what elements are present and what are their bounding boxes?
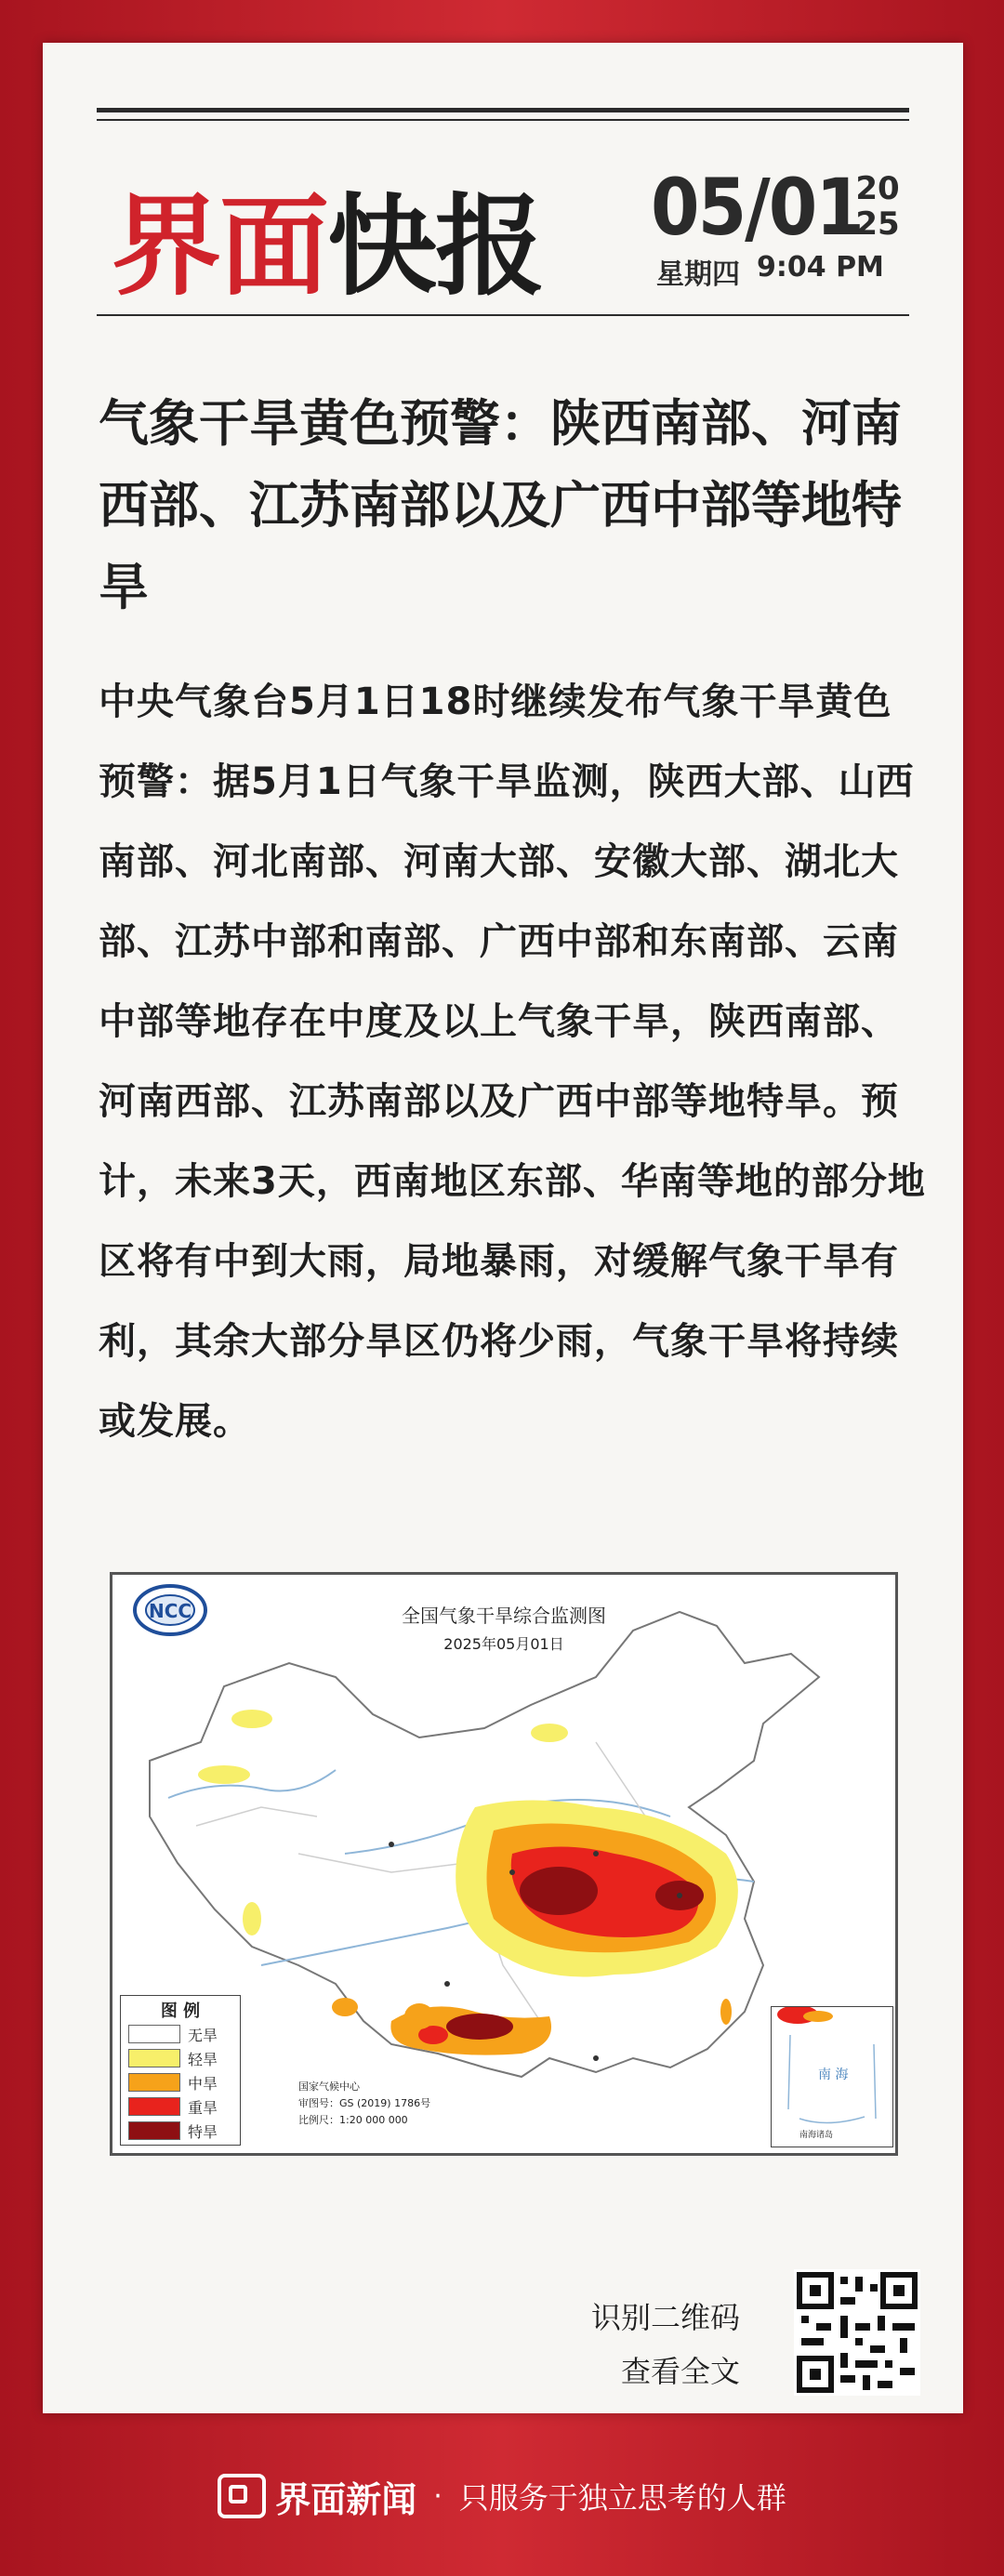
headline: 气象干旱黄色预警：陕西南部、河南西部、江苏南部以及广西中部等地特旱 xyxy=(99,394,902,616)
qr-code[interactable] xyxy=(794,2269,920,2396)
legend-title: 图 例 xyxy=(160,2001,201,2021)
top-rule xyxy=(97,108,909,112)
legend-item: 特旱 xyxy=(128,2119,240,2143)
legend-item: 中旱 xyxy=(128,2070,240,2094)
map-legend xyxy=(120,1995,241,2146)
date: 05/01 xyxy=(651,162,863,253)
time: 9:04 PM xyxy=(757,251,884,284)
legend-swatch xyxy=(128,2073,180,2092)
map-credits: 国家气候中心 审图号：GS (2019) 1786号 比例尺：1:20 000 000 xyxy=(298,2081,431,2126)
qr-caption: 识别二维码 查看全文 xyxy=(590,2300,740,2389)
svg-text:NCC: NCC xyxy=(148,1600,192,1622)
legend-item: 轻旱 xyxy=(128,2046,240,2070)
footer-slogan: 只服务于独立思考的人群 xyxy=(458,2480,786,2516)
map-date: 2025年05月01日 xyxy=(443,1635,564,1653)
footer-separator: · xyxy=(433,2479,443,2513)
article-body: 中央气象台5月1日18时继续发布气象干旱黄色预警：据5月1日气象干旱监测，陕西大部、山西南部、河北南部、河南大部、安徽大部、湖北大部、江苏中部和南部、广西中部和东南部、云南中部等地存在中度及以上气象干旱，陕西南部、河南西部、江苏南部以及广西中部等地特旱。预计，未来3天，西南地区东部、华南等地的部分地区将有中到大雨，局地暴雨，对缓解气象干旱有利，其余大部分旱区仍将少雨，气象干旱将持续或发展。 xyxy=(99,680,926,1443)
legend-swatch xyxy=(128,2097,180,2116)
legend-swatch xyxy=(128,2121,180,2140)
drought-map xyxy=(110,1572,898,2156)
article-card xyxy=(43,43,963,2413)
south-china-sea-inset: 南 海 南海诸岛 xyxy=(771,2006,893,2147)
header-divider xyxy=(97,314,909,316)
legend-item: 重旱 xyxy=(128,2094,240,2119)
map-title: 全国气象干旱综合监测图 xyxy=(402,1605,606,1627)
brand-logo: 界面快报 xyxy=(112,182,544,310)
legend-swatch xyxy=(128,2025,180,2043)
legend-item: 无旱 xyxy=(128,2022,240,2046)
site-footer xyxy=(0,2464,1004,2529)
legend-swatch xyxy=(128,2049,180,2067)
footer-brand: 界面新闻 xyxy=(275,2478,417,2520)
top-rule-thin xyxy=(97,119,909,121)
weekday: 星期四 xyxy=(656,258,740,291)
year: 20 25 xyxy=(855,170,900,243)
jiemian-logo-icon xyxy=(218,2474,266,2518)
